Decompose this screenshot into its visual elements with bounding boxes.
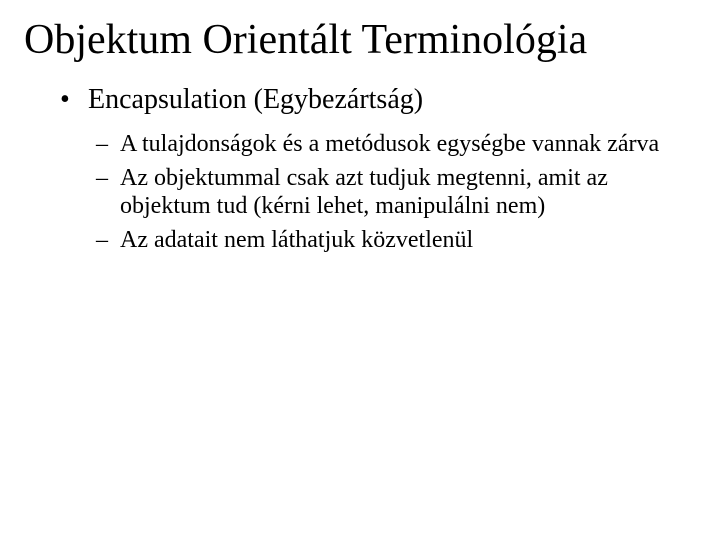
sub-bullet-item xyxy=(96,226,696,254)
sub-bullet-item xyxy=(96,130,696,158)
bullet-marker: • xyxy=(60,84,70,115)
sub-bullet-text: A tulajdonságok és a metódusok egységbe vannak zárva xyxy=(120,131,660,157)
dash-marker: – xyxy=(96,227,108,253)
dash-marker: – xyxy=(96,131,108,157)
sub-bullet-text: Az adatait nem láthatjuk közvetlenül xyxy=(120,227,474,253)
bullet-item-encapsulation xyxy=(60,82,423,118)
sub-bullet-text: Az objektummal csak azt tudjuk megtenni, amit az objektum tud (kérni lehet, manipulálni nem) xyxy=(120,165,608,219)
sub-bullet-list xyxy=(96,130,696,260)
slide-title: Objektum Orientált Terminológia xyxy=(24,17,588,63)
dash-marker: – xyxy=(96,165,108,191)
sub-bullet-item xyxy=(96,164,696,220)
bullet-text: Encapsulation (Egybezártság) xyxy=(88,84,424,115)
